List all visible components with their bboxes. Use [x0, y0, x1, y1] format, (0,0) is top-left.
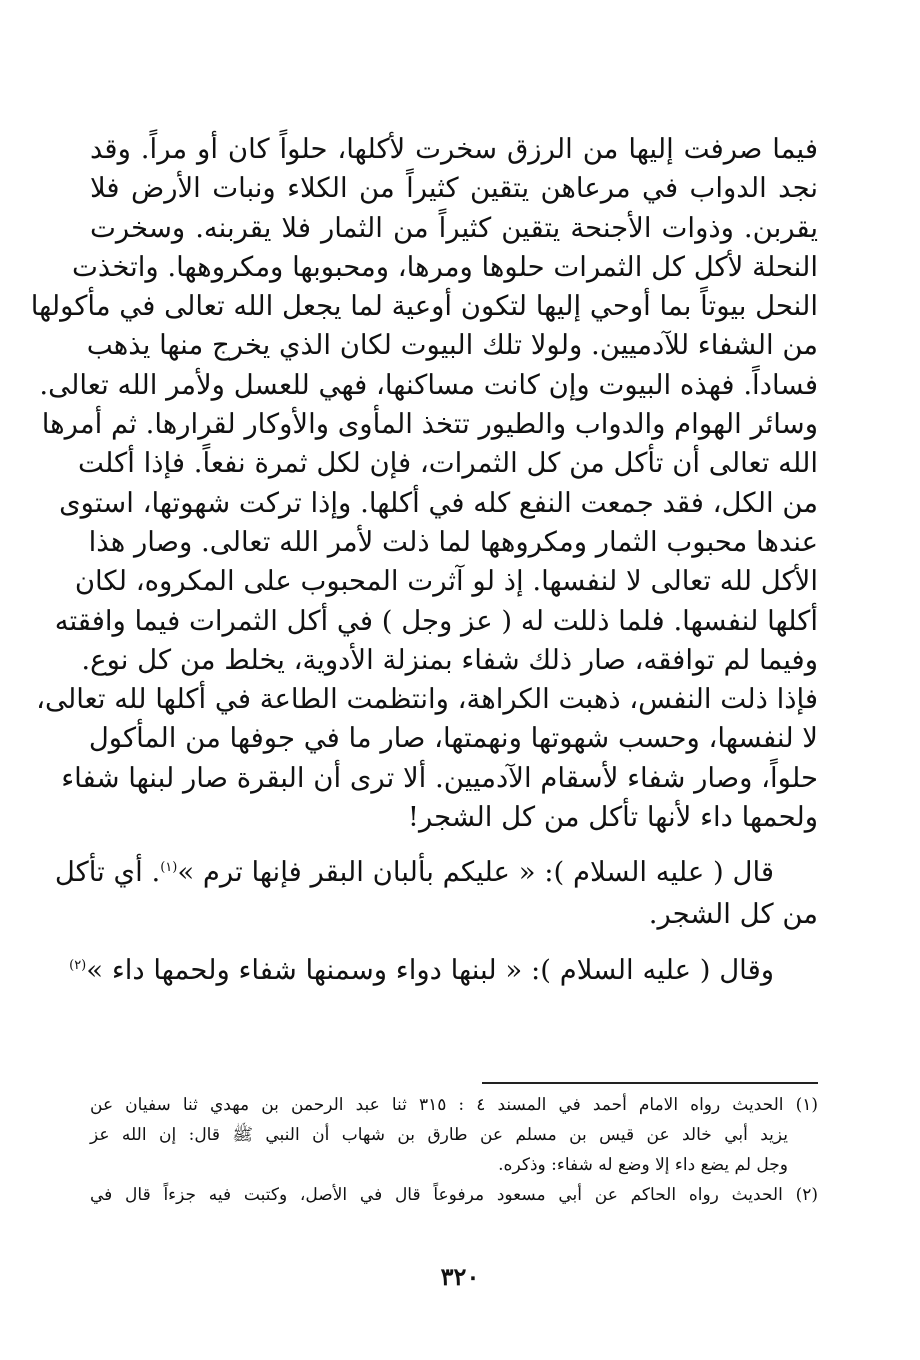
- page-number: ٣٢٠: [440, 1262, 480, 1291]
- hadith-paragraph-2: [69, 949, 818, 991]
- footnote-line: وجل لم يضع داء إلا وضع له شفاء: وذكره.: [498, 1155, 788, 1175]
- text-line: نجد الدواب في مرعاهن يتقين كثيراً من الكلاء ونبات الأرض فلا: [90, 172, 818, 205]
- text-line: الله تعالى أن تأكل من كل الثمرات، فإن لكل ثمرة نفعاً. فإذا أكلت: [78, 447, 818, 480]
- text-line: النحل بيوتاً بما أوحي إليها لتكون أوعية لما يجعل الله تعالى في مأكولها: [30, 290, 818, 323]
- footnote-line: (١) الحديث رواه الامام أحمد في المسند ٤ : ٣١٥ ثنا عبد الرحمن بن مهدي ثنا سفيان عن: [90, 1095, 818, 1115]
- footnote-line: (٢) الحديث رواه الحاكم عن أبي مسعود مرفوعاً قال في الأصل، وكتبت فيه جزءاً قال في: [90, 1185, 818, 1205]
- footnotes: [90, 1090, 818, 1210]
- text-line: من كل الشجر.: [648, 898, 818, 931]
- text-line: فيما صرفت إليها من الرزق سخرت لأكلها، حلواً كان أو مراً. وقد: [90, 133, 818, 165]
- hadith-quote: قال ( عليه السلام ): « عليكم بألبان البقر فإنها ترم »: [177, 856, 774, 889]
- text-line: النحلة لأكل كل الثمرات حلوها ومرها، ومحبوبها ومكروهها. واتخذت: [72, 250, 818, 283]
- footnote-2: [90, 1180, 818, 1210]
- text-line: لا لنفسها، وحسب شهوتها ونهمتها، صار ما في جوفها من المأكول: [88, 722, 818, 755]
- text-line: عندها محبوب الثمار ومكروهها لما ذلت لأمر الله تعالى. وصار هذا: [88, 525, 818, 558]
- text-line: من الكل، فقد جمعت النفع كله في أكلها. وإذا تركت شهوتها، استوى: [59, 486, 818, 519]
- text-line: وفيما لم توافقه، صار ذلك شفاء بمنزلة الأدوية، يخلط من كل نوع.: [81, 643, 818, 676]
- text-line: فإذا ذلت النفس، ذهبت الكراهة، وانتظمت الطاعة في أكلها لله تعالى،: [36, 683, 818, 716]
- page-body: [30, 130, 818, 991]
- footnote-divider: [482, 1082, 818, 1084]
- footnote-1: [90, 1090, 818, 1180]
- text-line: [54, 851, 818, 893]
- text-fragment: . أي تأكل: [54, 856, 161, 889]
- text-line: وسائر الهوام والدواب والطيور تتخذ المأوى والأوكار لقرارها. ثم أمرها: [41, 408, 818, 441]
- hadith-paragraph-1: [54, 851, 818, 935]
- main-paragraph: [30, 130, 818, 837]
- text-line: ولحمها داء لأنها تأكل من كل الشجر!: [407, 801, 818, 834]
- text-line: من الشفاء للآدميين. ولولا تلك البيوت لكان الذي يخرج منها يذهب: [86, 329, 818, 362]
- text-line: فساداً. فهذه البيوت وإن كانت مساكنها، فهي للعسل ولأمر الله تعالى.: [39, 368, 818, 401]
- text-line: الأكل لله تعالى لا لنفسها. إذ لو آثرت المحبوب على المكروه، لكان: [74, 565, 818, 598]
- hadith-quote: وقال ( عليه السلام ): « لبنها دواء وسمنها شفاء ولحمها داء »: [86, 954, 774, 987]
- text-line: [69, 949, 818, 991]
- footnote-marker-1[interactable]: (١): [160, 860, 178, 876]
- text-line: أكلها لنفسها. فلما ذللت له ( عز وجل ) في أكل الثمرات فيما وافقته: [54, 604, 818, 637]
- footnote-line: يزيد أبي خالد عن قيس بن مسلم عن طارق بن شهاب أن النبي ﷺ قال: إن الله عز: [90, 1125, 788, 1145]
- text-line: يقربن. وذوات الأجنحة يتقين كثيراً من الثمار فلا يقربنه. وسخرت: [90, 211, 818, 244]
- text-line: حلواً، وصار شفاء لأسقام الآدميين. ألا ترى أن البقرة صار لبنها شفاء: [61, 761, 818, 794]
- footnote-marker-2[interactable]: (٢): [69, 958, 87, 974]
